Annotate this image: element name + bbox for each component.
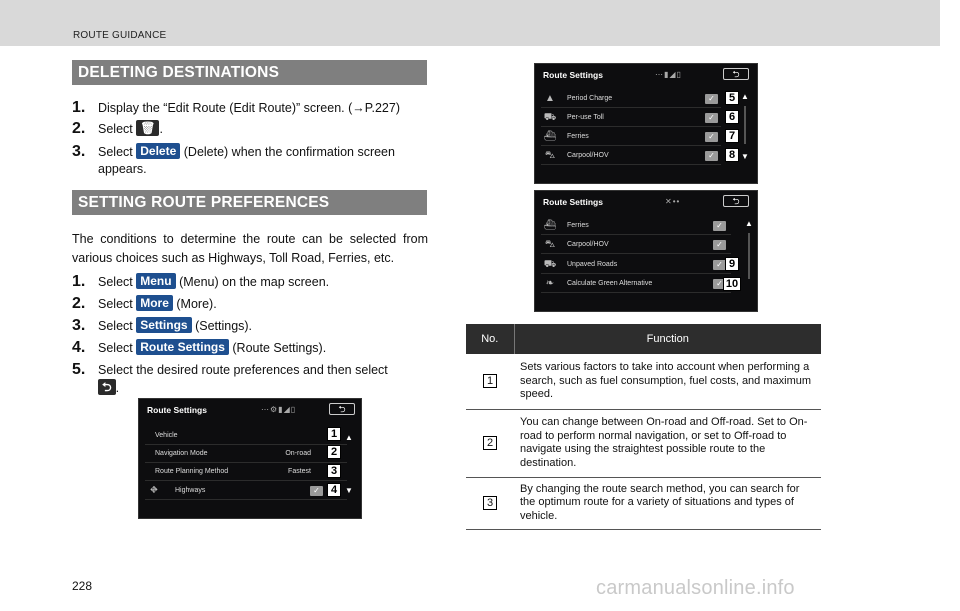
step-text: Select — [98, 145, 133, 159]
step-text: Select — [98, 341, 133, 355]
checkbox-icon[interactable]: ✓ — [713, 240, 726, 250]
row-label: Ferries — [567, 222, 589, 229]
scrollbar[interactable] — [748, 233, 750, 279]
scroll-up-icon[interactable]: ▲ — [741, 92, 749, 101]
back-button[interactable]: ⮌ — [723, 68, 749, 80]
table-row — [466, 354, 821, 409]
row-label: Ferries — [567, 133, 589, 140]
back-icon: ⮌ — [98, 379, 116, 395]
callout-badge: 7 — [725, 129, 739, 143]
screen-title: Route Settings — [147, 405, 207, 415]
row-label: Navigation Mode — [155, 450, 208, 457]
back-button[interactable]: ⮌ — [329, 403, 355, 415]
table-cell-function: By changing the route search method, you can search for the optimum route for a variety of situations and types of vehicle. — [514, 477, 821, 529]
section-title-setting: SETTING ROUTE PREFERENCES — [72, 190, 427, 215]
setting-step-2 — [72, 295, 428, 313]
checkbox-icon[interactable]: ✓ — [705, 94, 718, 104]
more-button-label: More — [136, 295, 173, 311]
setting-step-5 — [72, 361, 428, 397]
function-table — [466, 324, 821, 530]
callout-badge: 3 — [327, 464, 341, 478]
callout-badge: 1 — [327, 427, 341, 441]
page-number: 228 — [72, 579, 93, 593]
step-text: Select — [98, 122, 133, 136]
checkbox-icon[interactable]: ✓ — [705, 151, 718, 161]
scroll-up-icon[interactable]: ▲ — [745, 219, 753, 228]
callout-badge: 6 — [725, 110, 739, 124]
route-settings-screen-2 — [534, 63, 758, 184]
setting-step-4 — [72, 339, 428, 357]
scroll-down-icon[interactable]: ▼ — [741, 152, 749, 161]
step-text: Select — [98, 319, 133, 333]
back-button[interactable]: ⮌ — [723, 195, 749, 207]
step-text: appears. — [98, 162, 147, 176]
row-label: Calculate Green Alternative — [567, 280, 653, 287]
trash-icon: 🗑 — [136, 120, 159, 136]
table-cell-no — [466, 409, 514, 477]
ferry-icon: ⛴ — [543, 131, 557, 142]
list-item[interactable] — [541, 256, 731, 274]
number-box: 2 — [483, 436, 497, 450]
checkbox-icon[interactable]: ✓ — [713, 260, 726, 270]
step-text: (Route Settings). — [232, 341, 327, 355]
warning-icon: ▲ — [545, 93, 555, 104]
carpool-icon: ⛍ — [544, 239, 556, 250]
setting-step-1 — [72, 273, 428, 291]
number-box: 1 — [483, 374, 497, 388]
callout-badge: 2 — [327, 445, 341, 459]
step-text: . — [115, 381, 120, 395]
list-item[interactable] — [145, 482, 347, 500]
row-label: Per-use Toll — [567, 114, 604, 121]
step-number: 3. — [72, 143, 86, 160]
unpaved-road-icon: ⛟ — [543, 259, 557, 270]
row-label: Unpaved Roads — [567, 261, 618, 268]
row-value: Fastest — [288, 468, 311, 475]
step-number: 1. — [72, 273, 86, 290]
checkbox-icon[interactable]: ✓ — [705, 113, 718, 123]
step-number: 1. — [72, 99, 86, 116]
scroll-up-icon[interactable]: ▲ — [345, 433, 353, 442]
scroll-down-icon[interactable]: ▼ — [345, 486, 353, 495]
scrollbar[interactable] — [744, 106, 746, 144]
callout-badge: 8 — [725, 148, 739, 162]
route-settings-button-label: Route Settings — [136, 339, 229, 355]
list-item[interactable] — [541, 90, 721, 108]
settings-button-label: Settings — [136, 317, 191, 333]
screen-title: Route Settings — [543, 70, 603, 80]
step-text: Select the desired route preferences and then select — [98, 363, 388, 377]
row-label: Carpool/HOV — [567, 241, 609, 248]
row-label: Carpool/HOV — [567, 152, 609, 159]
section-title-deleting: DELETING DESTINATIONS — [72, 60, 427, 85]
screen-title: Route Settings — [543, 197, 603, 207]
row-label: Route Planning Method — [155, 468, 229, 475]
leaf-icon: ❧ — [545, 278, 555, 289]
column-header-no: No. — [466, 324, 514, 354]
checkbox-icon[interactable]: ✓ — [713, 279, 726, 289]
step-text: Display the “Edit Route (Edit Route)” screen. (→P.227) — [98, 101, 400, 115]
table-header-row — [466, 324, 821, 354]
list-item[interactable] — [145, 463, 347, 481]
step-text: . — [159, 122, 163, 136]
callout-badge: 9 — [725, 257, 739, 271]
header-band — [0, 0, 940, 46]
step-number: 3. — [72, 317, 86, 334]
step-number: 4. — [72, 339, 86, 356]
carpool-icon: ⛍ — [544, 150, 556, 161]
status-icons: ✕•• — [665, 197, 681, 206]
setting-step-3 — [72, 317, 428, 335]
step-number: 5. — [72, 361, 86, 378]
row-value: On-road — [285, 450, 311, 457]
table-row — [466, 477, 821, 529]
list-item[interactable] — [541, 128, 721, 146]
number-box: 3 — [483, 496, 497, 510]
table-row — [466, 409, 821, 477]
delete-button-label: Delete — [136, 143, 180, 159]
ferry-icon: ⛴ — [543, 220, 557, 231]
step-text: (Settings). — [195, 319, 253, 333]
table-cell-function: You can change between On-road and Off-road. Set to On-road to perform normal navigation, or set to Off-road to navigate using the straightest possible route to the destination. — [514, 409, 821, 477]
menu-button-label: Menu — [136, 273, 175, 289]
step-text: Select — [98, 297, 133, 311]
column-header-function: Function — [514, 324, 821, 354]
list-item[interactable] — [541, 236, 731, 254]
step-text: Select — [98, 275, 133, 289]
step-text: (More). — [176, 297, 217, 311]
callout-badge: 4 — [327, 483, 341, 497]
list-item[interactable] — [145, 427, 347, 445]
row-label: Highways — [175, 487, 206, 494]
watermark: carmanualsonline.info — [596, 577, 795, 599]
list-item[interactable] — [145, 445, 347, 463]
list-item[interactable] — [541, 275, 731, 293]
step-text — [72, 379, 428, 397]
table-cell-function: Sets various factors to take into account when performing a search, such as fuel consumption, fuel costs, and maximum speed. — [514, 354, 821, 409]
checkbox-icon[interactable]: ✓ — [310, 486, 323, 496]
table-cell-no — [466, 477, 514, 529]
status-icons: ⋯⚙▮◢▯ — [261, 405, 297, 414]
toll-icon: ⛟ — [543, 112, 557, 123]
highway-icon: ⛖ — [150, 485, 158, 496]
checkbox-icon[interactable]: ✓ — [713, 221, 726, 231]
delete-step-3 — [72, 143, 428, 178]
list-item[interactable] — [541, 217, 731, 235]
table-cell-no — [466, 354, 514, 409]
step-number: 2. — [72, 120, 86, 137]
route-settings-screen-1 — [138, 398, 362, 519]
delete-step-2 — [72, 120, 428, 138]
step-text: (Delete) when the confirmation screen — [183, 145, 395, 159]
row-label: Period Charge — [567, 95, 613, 102]
route-settings-screen-3 — [534, 190, 758, 312]
step-text: (Menu) on the map screen. — [179, 275, 330, 289]
callout-badge: 5 — [725, 91, 739, 105]
status-icons: ⋯▮◢▯ — [655, 70, 682, 79]
intro-paragraph: The conditions to determine the route can be selected from various choices such as Highways, Toll Road, Ferries, etc. — [72, 232, 428, 265]
callout-badge: 10 — [723, 277, 741, 291]
row-label: Vehicle — [155, 432, 178, 439]
checkbox-icon[interactable]: ✓ — [705, 132, 718, 142]
header-label: ROUTE GUIDANCE — [73, 30, 167, 41]
step-number: 2. — [72, 295, 86, 312]
delete-step-1 — [72, 99, 428, 117]
list-item[interactable] — [541, 109, 721, 127]
list-item[interactable] — [541, 147, 721, 165]
